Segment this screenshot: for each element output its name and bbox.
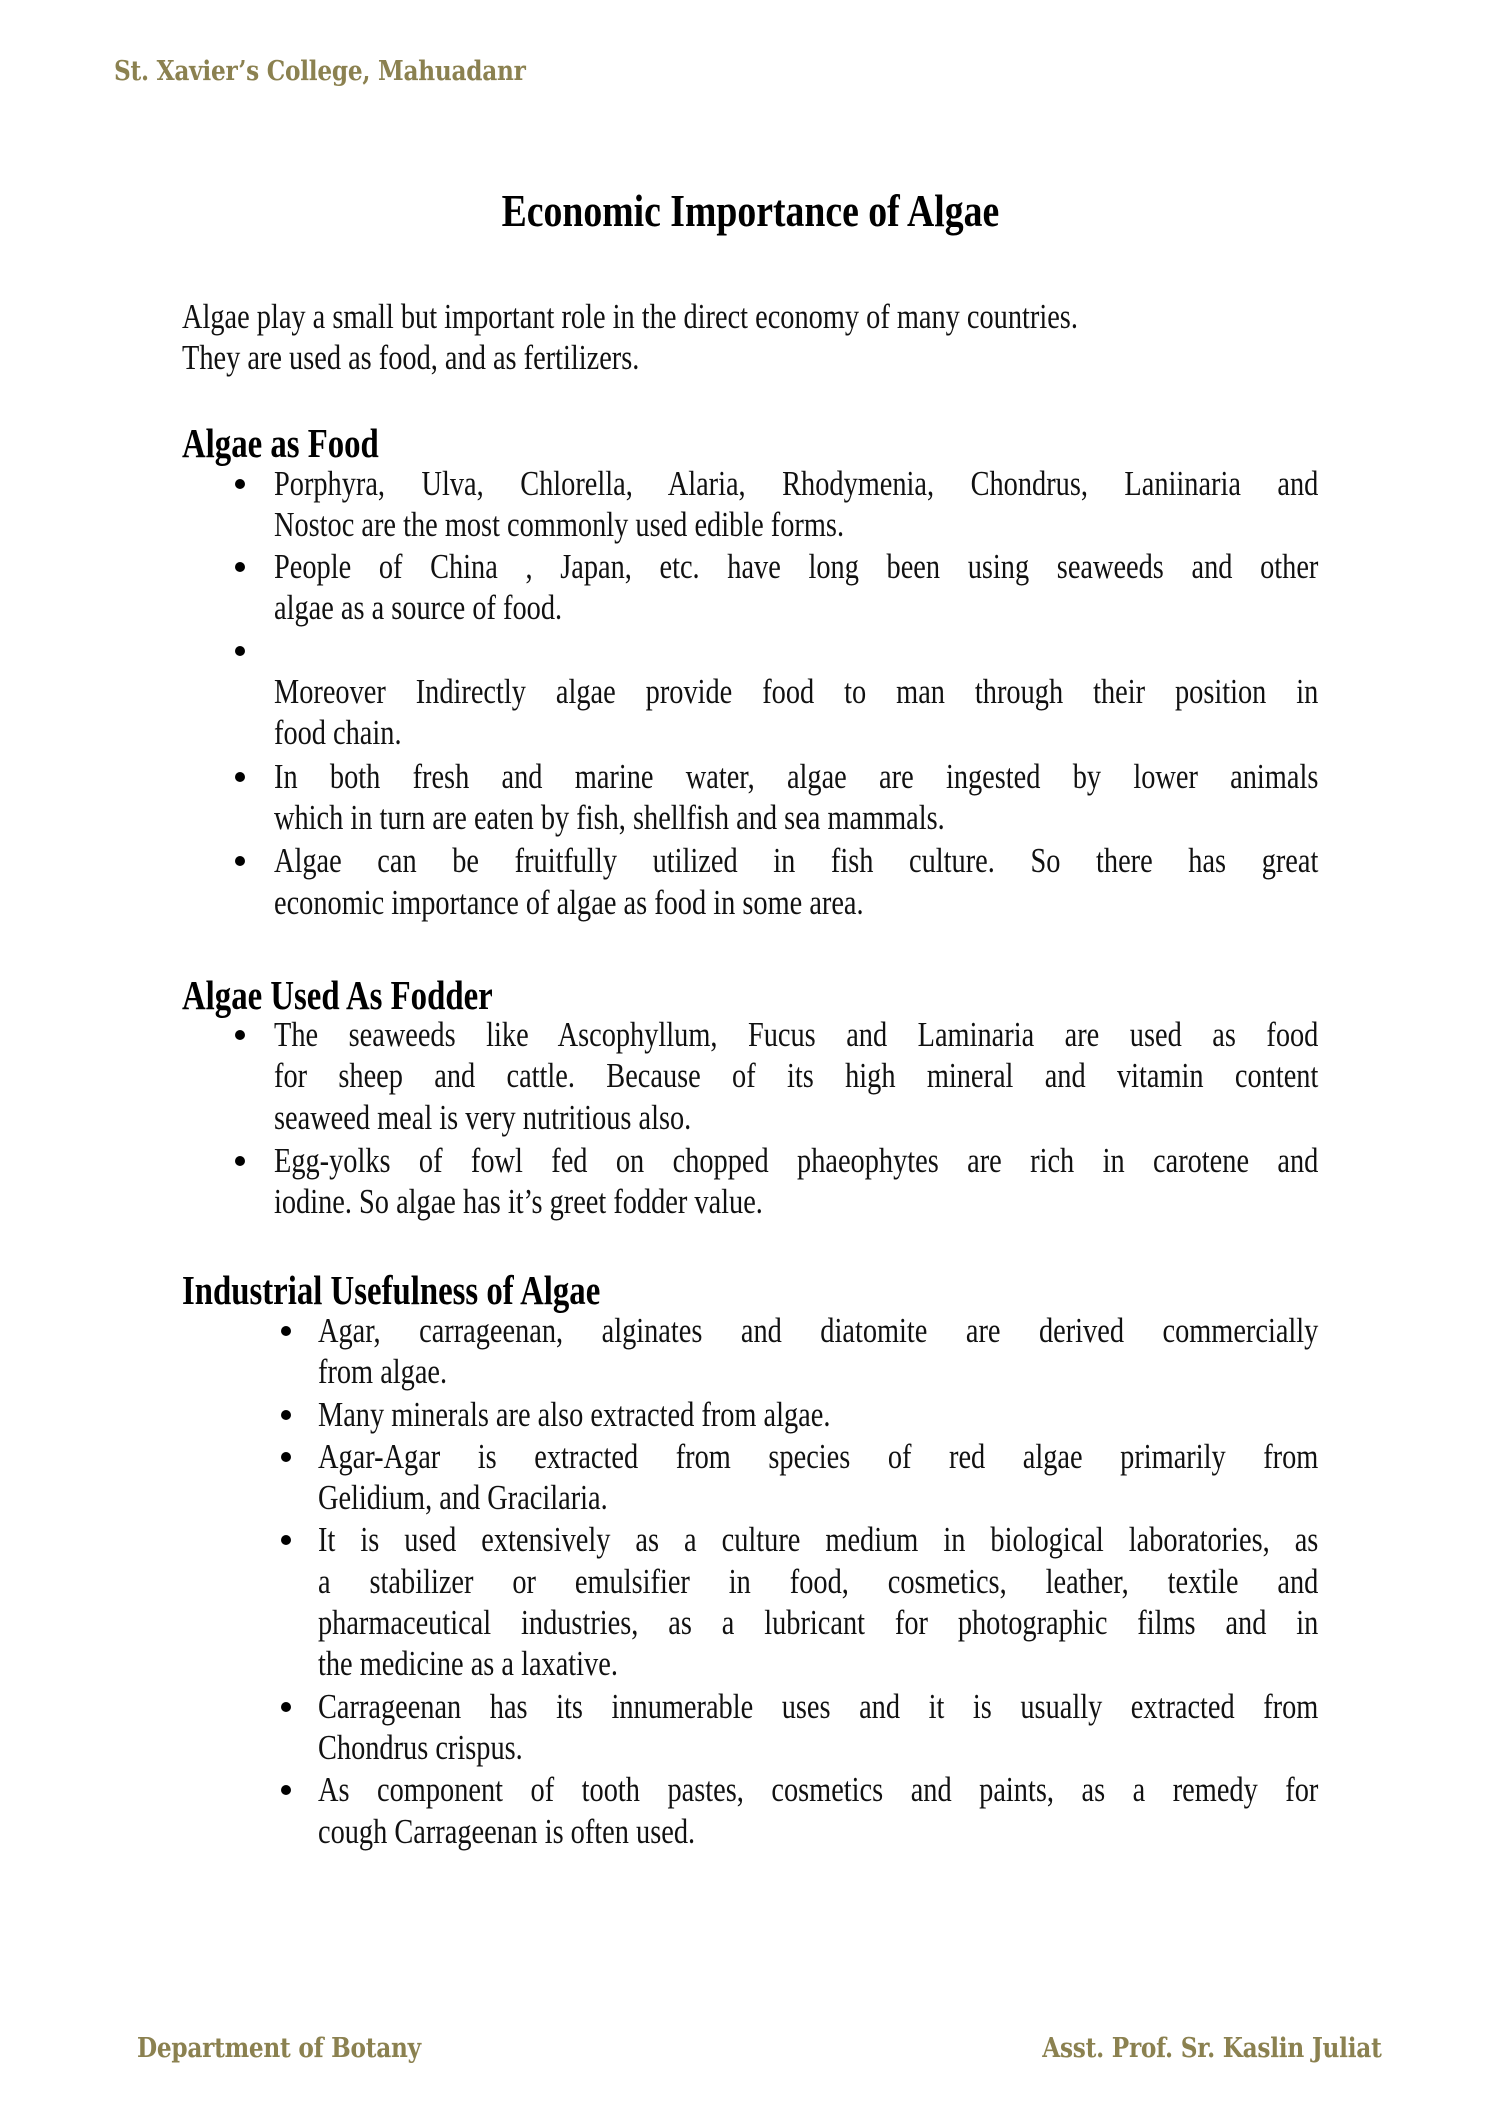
fodder-list [274, 1014, 1318, 1222]
bullet-icon [235, 479, 245, 489]
bullet-icon [281, 1410, 291, 1420]
page-header-institution: St. Xavier’s College, Mahuadanr [114, 56, 526, 87]
list-item: It is used extensively as a culture medium in biological laboratories, as a stabilizer or emulsifier in food, cosmetics, leather, textile and pharmaceutical industries, as a lubricant for photographic films and in the medicine as a laxative. [318, 1519, 1318, 1684]
page-footer-author: Asst. Prof. Sr. Kaslin Juliat [1042, 2033, 1382, 2064]
bullet-icon [235, 1030, 245, 1040]
industrial-list [318, 1310, 1318, 1852]
intro-line: Algae play a small but important role in the direct economy of many countries. [182, 297, 1078, 336]
list-item: Moreover Indirectly algae provide food to man through their position in food chain. [274, 630, 1318, 754]
bullet-icon [281, 1326, 291, 1336]
bullet-icon [281, 1452, 291, 1462]
list-item: People of China , Japan, etc. have long been using seaweeds and other algae as a source of food. [274, 546, 1318, 629]
bullet-icon [281, 1702, 291, 1712]
bullet-icon [235, 1156, 245, 1166]
page-footer-department: Department of Botany [137, 2033, 421, 2064]
list-item: In both fresh and marine water, algae are ingested by lower animals which in turn are eaten by fish, shellfish and sea mammals. [274, 756, 1318, 839]
section-heading-food: Algae as Food [182, 420, 379, 466]
bullet-icon [235, 646, 245, 656]
intro-line: They are used as food, and as fertilizers. [182, 338, 640, 378]
section-heading-industrial: Industrial Usefulness of Algae [182, 1267, 601, 1313]
list-item: Egg-yolks of fowl fed on chopped phaeophytes are rich in carotene and iodine. So algae has it’s greet fodder value. [274, 1140, 1318, 1223]
bullet-icon [235, 562, 245, 572]
list-item: The seaweeds like Ascophyllum, Fucus and Laminaria are used as food for sheep and cattle. Because of its high mineral and vitamin content seaweed meal is very nutritious also. [274, 1014, 1318, 1138]
list-item: Agar, carrageenan, alginates and diatomite are derived commercially from algae. [318, 1310, 1318, 1393]
list-item: Many minerals are also extracted from algae. [318, 1394, 1318, 1435]
intro-paragraph [182, 296, 1318, 379]
bullet-icon [235, 856, 245, 866]
bullet-icon [281, 1535, 291, 1545]
bullet-icon [281, 1785, 291, 1795]
list-item: Carrageenan has its innumerable uses and it is usually extracted from Chondrus crispus. [318, 1686, 1318, 1769]
food-list [274, 463, 1318, 923]
section-heading-fodder: Algae Used As Fodder [182, 972, 493, 1018]
list-item: Agar-Agar is extracted from species of red algae primarily from Gelidium, and Gracilaria. [318, 1436, 1318, 1519]
list-item: As component of tooth pastes, cosmetics and paints, as a remedy for cough Carrageenan is often used. [318, 1769, 1318, 1852]
bullet-icon [235, 772, 245, 782]
page-title [0, 184, 1500, 237]
list-item: Algae can be fruitfully utilized in fish culture. So there has great economic importance of algae as food in some area. [274, 840, 1318, 923]
list-item: Porphyra, Ulva, Chlorella, Alaria, Rhodymenia, Chondrus, Laniinaria and Nostoc are the most commonly used edible forms. [274, 463, 1318, 546]
page-title-text: Economic Importance of Algae [501, 185, 999, 236]
